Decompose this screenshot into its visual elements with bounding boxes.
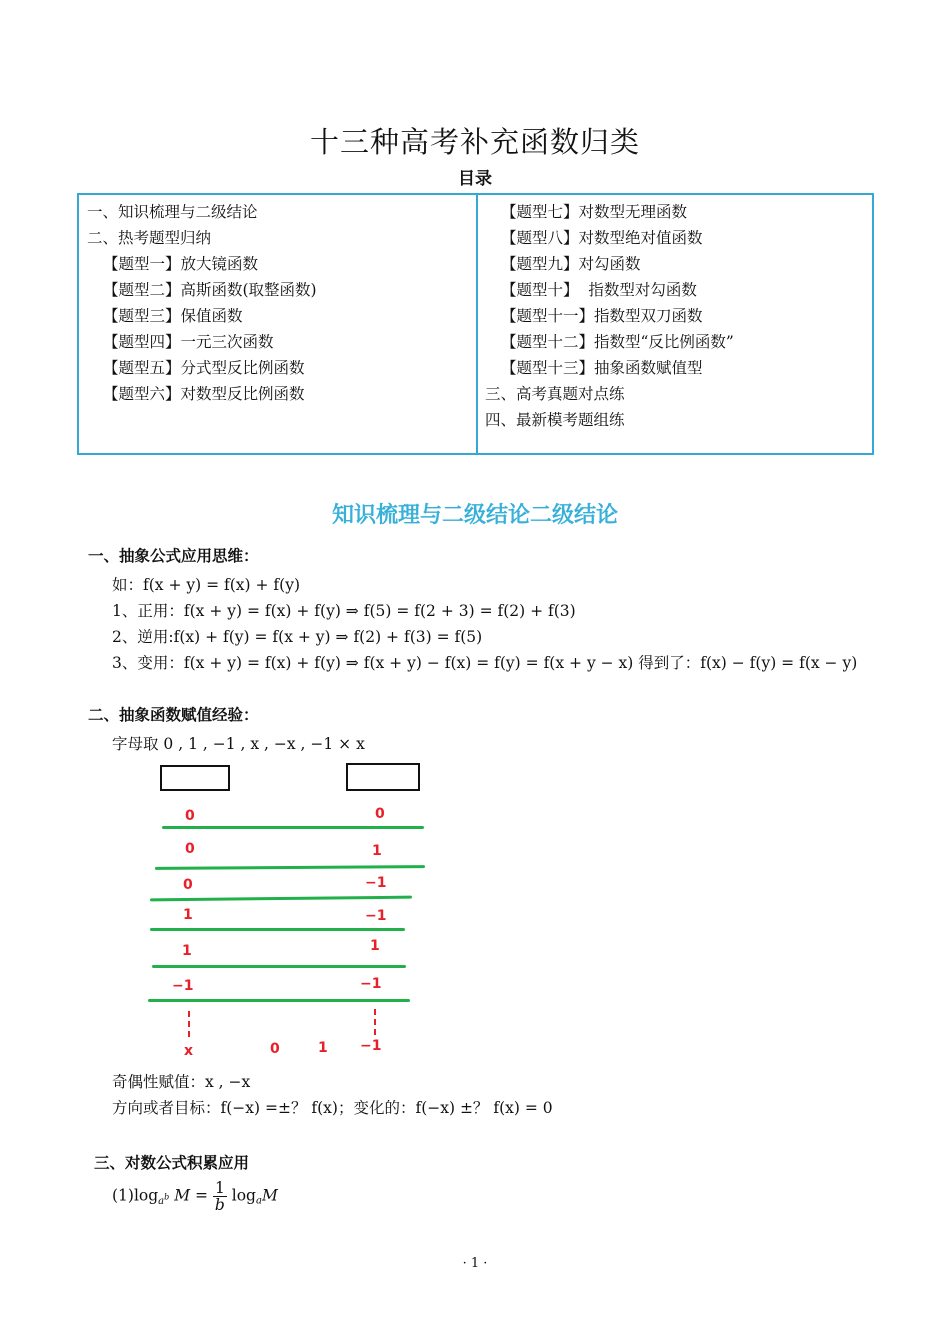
left-value: 1 bbox=[182, 943, 192, 959]
toc-item[interactable]: 一、知识梳理与二级结论 bbox=[87, 203, 258, 221]
toc-item[interactable]: 【题型十一】指数型双刀函数 bbox=[501, 307, 703, 325]
left-placeholder-box bbox=[160, 765, 230, 791]
formula-end: M bbox=[261, 1186, 278, 1205]
row-divider bbox=[152, 965, 406, 968]
right-placeholder-box bbox=[346, 763, 420, 791]
log-formula bbox=[112, 1180, 278, 1213]
s1-example: 如：f(x + y) = f(x) + f(y) bbox=[112, 576, 301, 594]
right-value: −1 bbox=[365, 875, 387, 891]
row-divider bbox=[150, 896, 412, 902]
left-value: −1 bbox=[172, 978, 194, 994]
s1-variant-use: 3、变用：f(x + y) = f(x) + f(y) ⇒ f(x + y) − f(x) = f(y) = f(x + y − x) 得到了：f(x) − f(y) = f(x − y) bbox=[112, 654, 858, 672]
s1-reverse-use: 2、逆用:f(x) + f(y) = f(x + y) ⇒ f(2) + f(3) = f(5) bbox=[112, 628, 483, 646]
continuation-dashes bbox=[188, 1011, 190, 1037]
toc-item[interactable]: 【题型十三】抽象函数赋值型 bbox=[501, 359, 703, 377]
toc-item[interactable]: 三、高考真题对点练 bbox=[485, 385, 625, 403]
toc-item[interactable]: 【题型十】 指数型对勾函数 bbox=[501, 281, 697, 299]
fraction bbox=[213, 1180, 227, 1213]
toc-item[interactable]: 【题型九】对勾函数 bbox=[501, 255, 641, 273]
bottom-value: −1 bbox=[360, 1038, 382, 1054]
toc-item[interactable]: 【题型七】对数型无理函数 bbox=[501, 203, 688, 221]
formula-exp-b: b bbox=[164, 1192, 170, 1202]
formula-base-2: a bbox=[255, 1195, 262, 1207]
s2-direction: 方向或者目标：f(−x) =±？ f(x)；变化的：f(−x) ±？ f(x) = 0 bbox=[112, 1099, 553, 1117]
toc-item[interactable]: 【题型四】一元三次函数 bbox=[103, 333, 274, 351]
row-divider bbox=[162, 826, 424, 829]
toc-item[interactable]: 【题型八】对数型绝对值函数 bbox=[501, 229, 703, 247]
right-value: 1 bbox=[370, 938, 380, 954]
formula-mid: M = bbox=[174, 1186, 208, 1205]
s1-heading: 一、抽象公式应用思维： bbox=[88, 547, 259, 565]
fraction-numerator: 1 bbox=[214, 1179, 225, 1197]
fraction-denominator: b bbox=[214, 1196, 225, 1214]
toc-item[interactable]: 【题型一】放大镜函数 bbox=[103, 255, 259, 273]
toc-divider bbox=[476, 195, 478, 453]
left-value: 1 bbox=[183, 907, 193, 923]
row-divider bbox=[155, 865, 425, 870]
toc-item[interactable]: 【题型六】对数型反比例函数 bbox=[103, 385, 305, 403]
left-value: 0 bbox=[185, 841, 195, 857]
toc-label: 目录 bbox=[458, 169, 492, 189]
toc-item[interactable]: 二、热考题型归纳 bbox=[87, 229, 212, 247]
right-value: 1 bbox=[372, 843, 382, 859]
bottom-value: 0 bbox=[270, 1041, 280, 1057]
s2-heading: 二、抽象函数赋值经验： bbox=[88, 706, 259, 724]
bottom-value: x bbox=[184, 1043, 194, 1059]
toc-item[interactable]: 【题型十二】指数型“反比例函数” bbox=[501, 333, 734, 351]
left-value: 0 bbox=[183, 877, 193, 893]
right-value: −1 bbox=[360, 976, 382, 992]
formula-base-a: a bbox=[158, 1195, 165, 1207]
toc-item[interactable]: 【题型二】高斯函数(取整函数) bbox=[103, 281, 317, 299]
right-value: −1 bbox=[365, 908, 387, 924]
left-value: 0 bbox=[185, 808, 195, 824]
s2-letters: 字母取 0 , 1 , −1 , x , −x , −1 × x bbox=[112, 735, 365, 753]
right-value: 0 bbox=[375, 806, 385, 822]
row-divider bbox=[148, 999, 410, 1002]
continuation-dashes bbox=[374, 1009, 376, 1035]
formula-log: log bbox=[231, 1186, 256, 1205]
formula-prefix: (1)log bbox=[112, 1186, 159, 1205]
formula-base bbox=[158, 1192, 170, 1207]
s2-parity: 奇偶性赋值：x , −x bbox=[112, 1073, 251, 1091]
s1-forward-use: 1、正用：f(x + y) = f(x) + f(y) ⇒ f(5) = f(2 + 3) = f(2) + f(3) bbox=[112, 602, 576, 620]
toc-item[interactable]: 【题型五】分式型反比例函数 bbox=[103, 359, 305, 377]
toc-right-column bbox=[485, 199, 734, 433]
page-number: · 1 · bbox=[462, 1256, 488, 1271]
toc-left-column bbox=[87, 199, 317, 407]
row-divider bbox=[150, 928, 405, 931]
assignment-diagram bbox=[140, 755, 440, 1075]
toc-item[interactable]: 四、最新模考题组练 bbox=[485, 411, 625, 429]
toc-item[interactable]: 【题型三】保值函数 bbox=[103, 307, 243, 325]
section-title: 知识梳理与二级结论二级结论 bbox=[331, 503, 618, 528]
table-of-contents bbox=[77, 193, 874, 455]
bottom-value: 1 bbox=[318, 1040, 328, 1056]
document-title: 十三种高考补充函数归类 bbox=[309, 125, 640, 159]
s3-heading: 三、对数公式积累应用 bbox=[94, 1154, 250, 1172]
